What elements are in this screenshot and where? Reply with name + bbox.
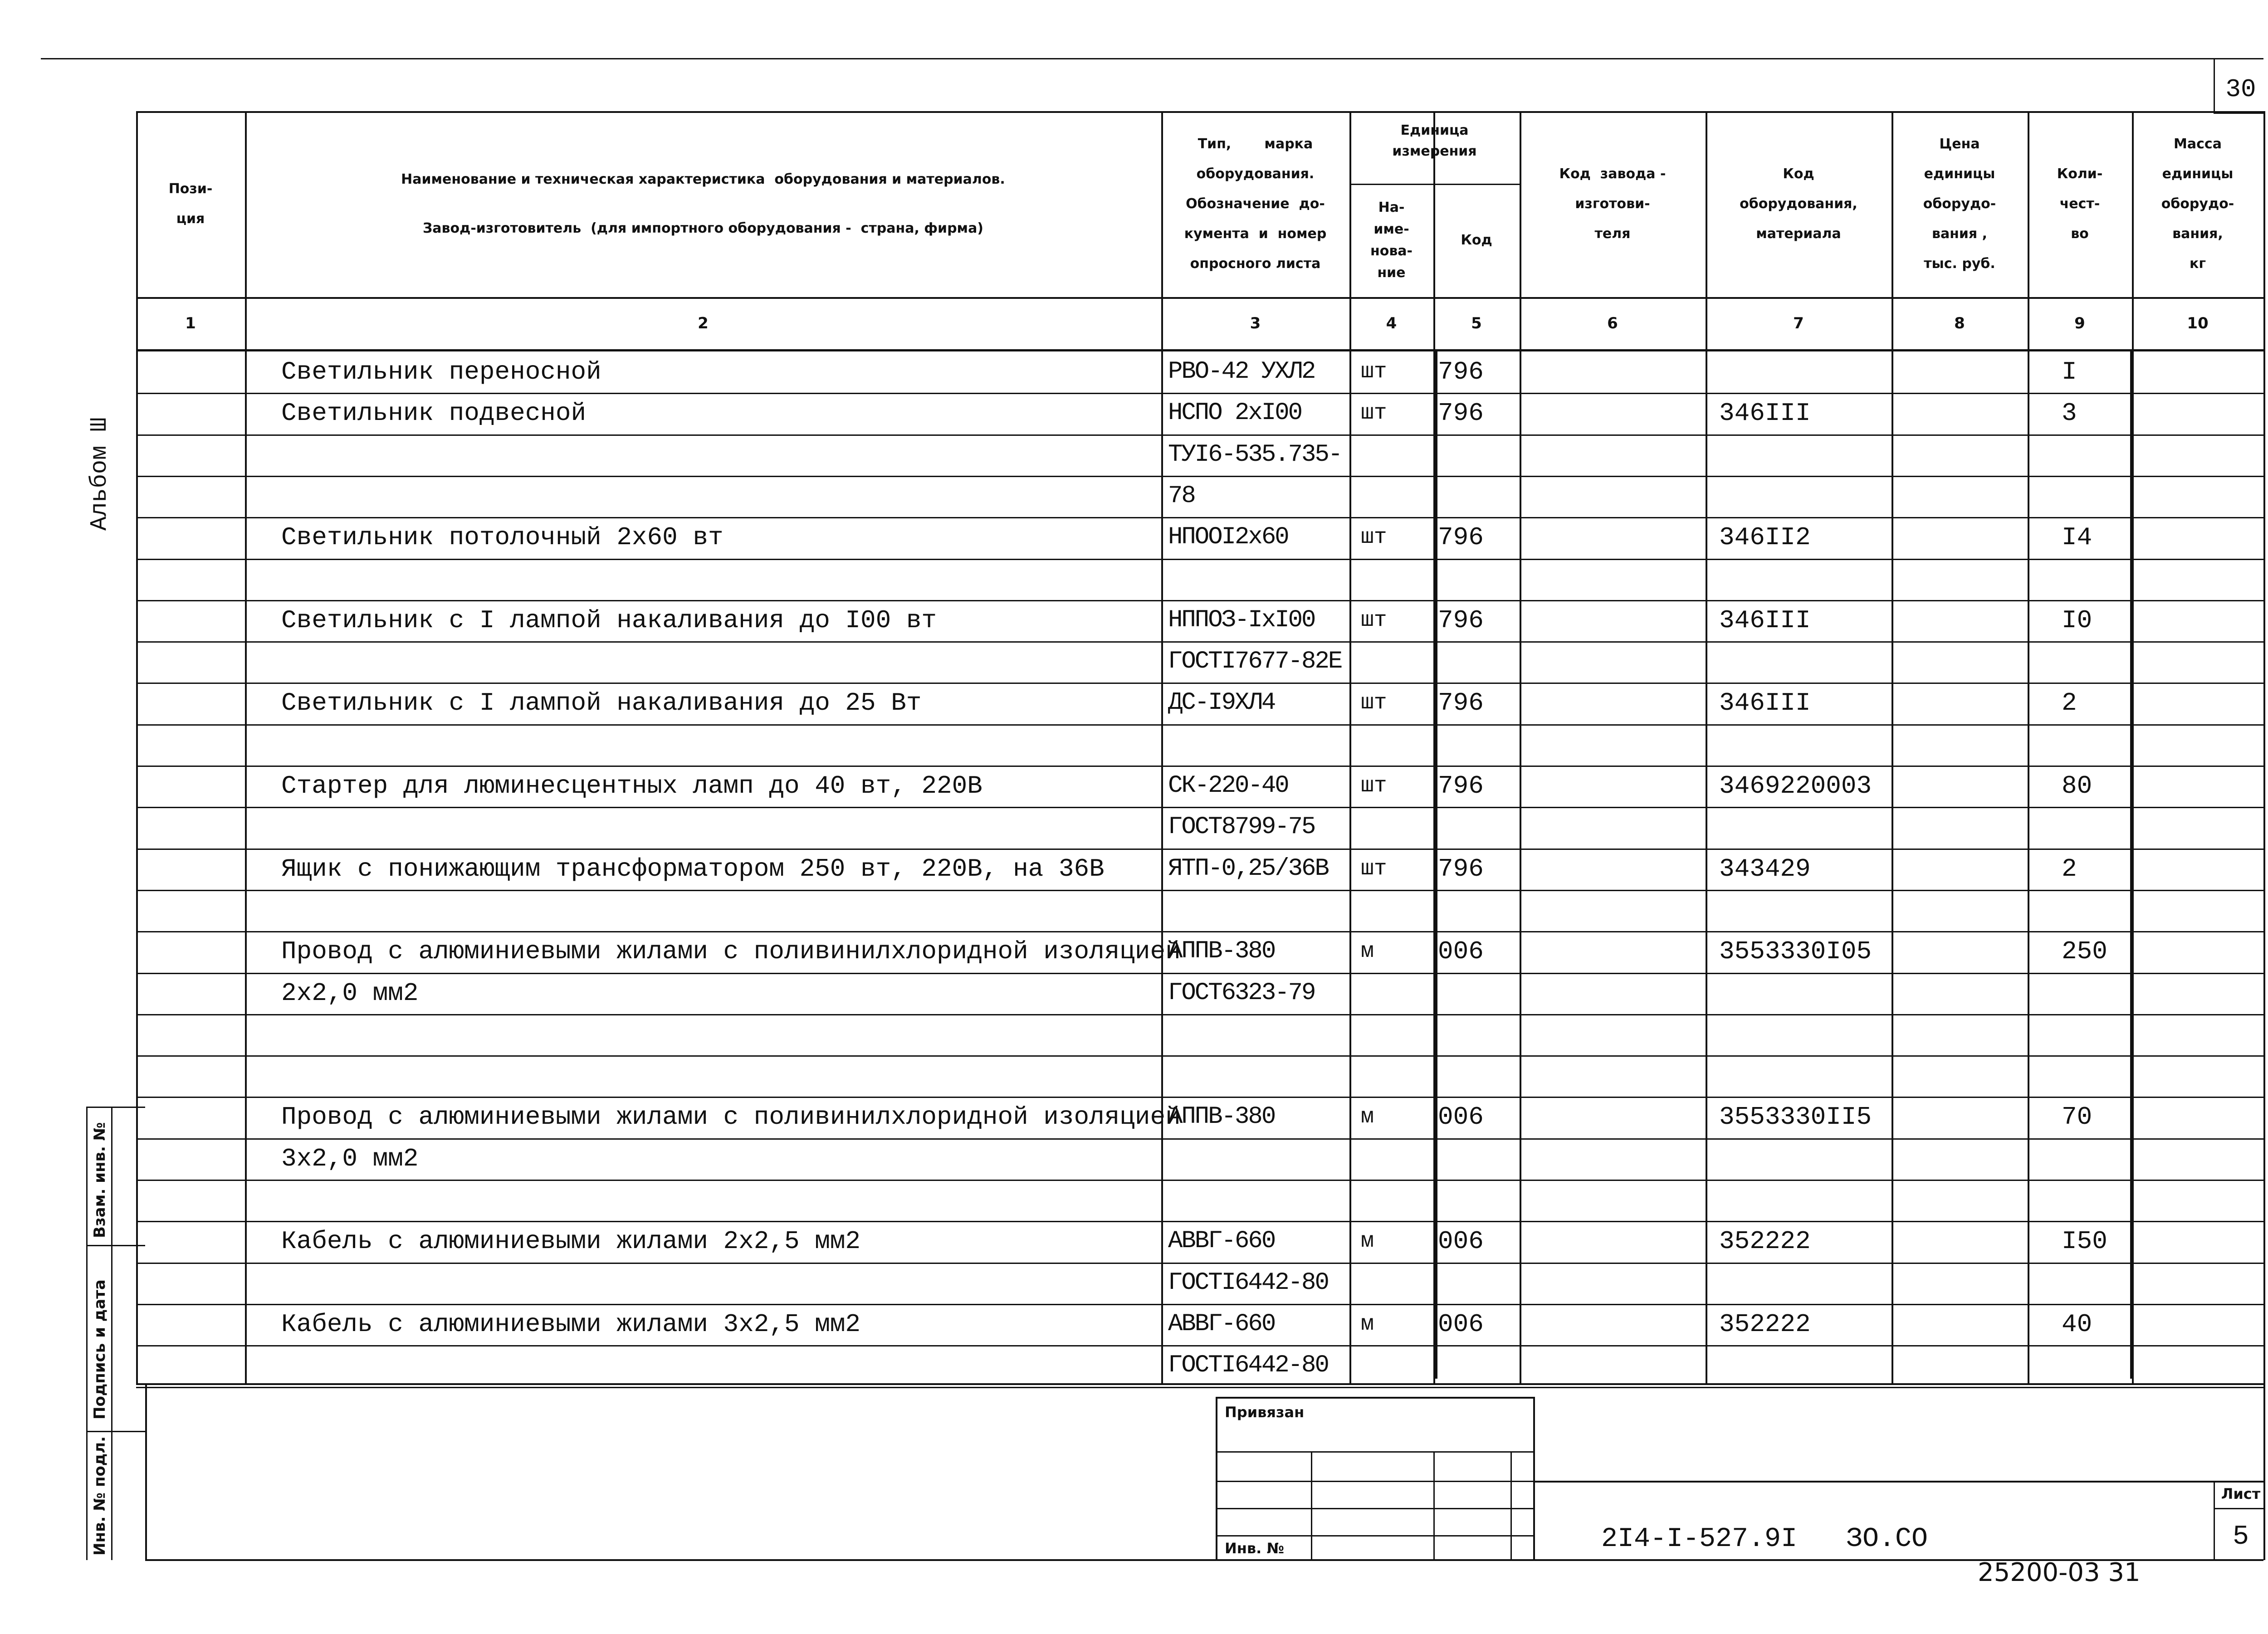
column-number: 2 — [698, 314, 709, 332]
column-number: 4 — [1386, 314, 1397, 332]
quantity-cell: I — [2062, 357, 2077, 386]
header-col-4 — [1349, 184, 1433, 297]
type-cell: 78 — [1168, 482, 1195, 510]
header-text: Тип, марка — [1198, 136, 1313, 152]
header-text: изготови- — [1575, 196, 1650, 212]
quantity-cell: 2 — [2062, 854, 2077, 883]
top-rule — [41, 58, 2263, 59]
unit-code-cell: 006 — [1438, 1310, 1484, 1339]
type-cell: ГОСТI6442-80 — [1168, 1351, 1328, 1379]
name-cell: Светильник потолочный 2х60 вт — [281, 523, 723, 552]
type-cell: СК-220-40 — [1168, 772, 1288, 800]
header-text: вания, — [2172, 226, 2223, 242]
quantity-cell: I4 — [2062, 523, 2092, 552]
stamp-bottom-border — [145, 1559, 2263, 1561]
header-text: име- — [1374, 221, 1409, 237]
type-cell: ГОСТI7677-82Е — [1168, 648, 1342, 675]
list-number: 5 — [2232, 1522, 2249, 1552]
privyazan-row1 — [1216, 1451, 1533, 1453]
type-cell: ГОСТ6323-79 — [1168, 979, 1315, 1007]
unit-code-cell: 796 — [1438, 357, 1484, 386]
header-text: ция — [176, 211, 205, 227]
privyazan-col1 — [1311, 1451, 1312, 1560]
unit-cell: шт — [1361, 857, 1387, 881]
header-text: Код — [1783, 166, 1814, 182]
heavy-border-left — [1434, 349, 1437, 1379]
row-divider — [136, 890, 2263, 891]
privyazan-row4 — [1216, 1535, 1533, 1536]
type-cell: АППВ-380 — [1168, 937, 1275, 965]
row-divider — [136, 973, 2263, 974]
header-text: Завод-изготовитель (для импортного оборудования - страна, фирма) — [422, 220, 984, 236]
list-box-left — [2214, 1481, 2215, 1560]
header-text: Код — [1461, 232, 1492, 248]
unit-cell: шт — [1361, 360, 1387, 384]
unit-cell: м — [1361, 1105, 1374, 1129]
column-number: 3 — [1250, 314, 1261, 332]
row-divider — [136, 1345, 2263, 1346]
type-cell: АВВГ-660 — [1168, 1310, 1275, 1338]
header-text: ние — [1377, 265, 1406, 281]
name-cell: Кабель с алюминиевыми жилами 2х2,5 мм2 — [281, 1227, 861, 1256]
name-cell: Светильник переносной — [281, 357, 601, 386]
corner-box-left — [2214, 58, 2215, 112]
unit-cell: шт — [1361, 608, 1387, 633]
type-cell: ГОСТ8799-75 — [1168, 813, 1315, 841]
quantity-cell: 250 — [2062, 937, 2107, 966]
header-text: кг — [2189, 256, 2206, 272]
column-number: 5 — [1471, 314, 1482, 332]
equipment-code-cell: 3553330II5 — [1719, 1102, 1872, 1132]
unit-code-cell: 796 — [1438, 771, 1484, 800]
header-text: оборудования, — [1740, 196, 1857, 212]
quantity-cell: I0 — [2062, 606, 2092, 635]
header-text: оборудования. — [1196, 166, 1315, 182]
name-cell: Светильник подвесной — [281, 399, 587, 428]
unit-code-cell: 006 — [1438, 1227, 1484, 1256]
row-divider — [136, 476, 2263, 477]
column-number: 9 — [2074, 314, 2085, 332]
document-code: 2I4-I-527.9I — [1601, 1524, 1798, 1555]
header-text: Коли- — [2057, 166, 2103, 182]
unit-code-cell: 006 — [1438, 937, 1484, 966]
row-divider — [136, 600, 2263, 601]
header-text: единицы — [1924, 166, 1995, 182]
type-cell: АВВГ-660 — [1168, 1227, 1275, 1255]
type-cell: ТУI6-535.735- — [1168, 441, 1342, 468]
header-text: Пози- — [168, 181, 213, 197]
privyazan-col2 — [1433, 1451, 1435, 1560]
row-divider — [136, 517, 2263, 518]
stamp-top-border — [145, 1383, 2263, 1385]
row-divider — [136, 931, 2263, 932]
name-cell: Провод с алюминиевыми жилами с поливинилхлоридной изоляцией — [281, 1102, 1181, 1132]
equipment-code-cell: 343429 — [1719, 854, 1811, 883]
quantity-cell: 80 — [2062, 771, 2092, 800]
row-divider — [136, 724, 2263, 726]
name-cell: Светильник с I лампой накаливания до 25 Вт — [281, 688, 922, 717]
header-col-6 — [1520, 111, 1706, 297]
vzam-inv-label: Взам. инв. № — [91, 1122, 109, 1238]
left-stamp-edge — [86, 1107, 88, 1560]
type-cell: ГОСТI6442-80 — [1168, 1269, 1328, 1297]
header-text: Обозначение до- — [1186, 196, 1325, 212]
stamp-right-border — [2263, 1383, 2265, 1560]
privyazan-col3 — [1510, 1451, 1512, 1560]
inv-podl-label: Инв. № подл. — [91, 1436, 109, 1556]
header-text: материала — [1756, 226, 1841, 242]
unit-cell: м — [1361, 939, 1374, 964]
row-divider — [136, 1263, 2263, 1264]
header-col-2 — [245, 111, 1161, 297]
type-cell: АППВ-380 — [1168, 1103, 1275, 1131]
privyazan-label: Привязан — [1225, 1404, 1305, 1421]
archive-number: 25200-03 31 — [1978, 1558, 2141, 1587]
row-divider — [136, 1304, 2263, 1305]
header-text: Цена — [1939, 136, 1980, 152]
row-divider — [136, 1387, 2263, 1388]
name-cell: Стартер для люминесцентных ламп до 40 вт, 220В — [281, 771, 982, 800]
quantity-cell: 3 — [2062, 399, 2077, 428]
row-divider — [136, 434, 2263, 436]
header-col-8 — [1892, 111, 2028, 297]
name-cell: 3х2,0 мм2 — [281, 1144, 419, 1173]
type-cell: ДС-I9ХЛ4 — [1168, 689, 1275, 717]
sheet-code: ЗО.СО — [1846, 1524, 1928, 1555]
quantity-cell: I50 — [2062, 1227, 2107, 1256]
equipment-code-cell: 346III — [1719, 688, 1811, 717]
unit-group-text: Единица — [1400, 122, 1469, 138]
column-number: 1 — [185, 314, 196, 332]
header-col-1 — [136, 111, 245, 297]
album-label: Альбом Ш — [86, 417, 113, 531]
header-col-5 — [1433, 184, 1520, 297]
column-border-10 — [2263, 111, 2265, 1383]
column-number: 8 — [1954, 314, 1965, 332]
type-cell: НПООI2х60 — [1168, 523, 1288, 551]
type-cell: НСПО 2хI00 — [1168, 399, 1302, 427]
name-cell: Ящик с понижающим трансформатором 250 вт, 220В, на 36В — [281, 854, 1105, 883]
privyazan-top — [1216, 1397, 1533, 1399]
left-stamp-sep2 — [86, 1431, 145, 1432]
equipment-code-cell: 352222 — [1719, 1227, 1811, 1256]
quantity-cell: 70 — [2062, 1102, 2092, 1132]
header-col-3 — [1161, 111, 1349, 297]
header-col-10 — [2132, 111, 2263, 297]
column-number: 7 — [1793, 314, 1804, 332]
column-number: 6 — [1607, 314, 1618, 332]
header-text: опросного листа — [1190, 256, 1321, 272]
unit-code-cell: 796 — [1438, 606, 1484, 635]
row-divider — [136, 683, 2263, 684]
header-text: нова- — [1370, 243, 1413, 259]
row-divider — [136, 807, 2263, 808]
doc-row-top — [1533, 1481, 2263, 1483]
quantity-cell: 40 — [2062, 1310, 2092, 1339]
header-col-9 — [2028, 111, 2132, 297]
quantity-cell: 2 — [2062, 688, 2077, 717]
header-text: оборудо- — [2161, 196, 2234, 212]
header-text: Код завода - — [1559, 166, 1666, 182]
header-text: единицы — [2162, 166, 2234, 182]
unit-cell: м — [1361, 1312, 1374, 1336]
header-text: оборудо- — [1923, 196, 1996, 212]
unit-cell: м — [1361, 1229, 1374, 1254]
row-divider — [136, 1055, 2263, 1057]
name-cell: Кабель с алюминиевыми жилами 3х2,5 мм2 — [281, 1310, 861, 1339]
row-divider — [136, 1221, 2263, 1222]
unit-cell: шт — [1361, 691, 1387, 715]
unit-code-cell: 796 — [1438, 399, 1484, 428]
unit-code-cell: 796 — [1438, 688, 1484, 717]
column-number: 10 — [2187, 314, 2209, 332]
header-text: тыс. руб. — [1924, 256, 1995, 272]
inv-no-label: Инв. № — [1225, 1540, 1284, 1557]
header-text: во — [2071, 226, 2089, 242]
privyazan-row3 — [1216, 1508, 1533, 1509]
unit-group-header — [1349, 120, 1520, 162]
row-divider — [136, 1014, 2263, 1015]
name-cell: Провод с алюминиевыми жилами с поливинилхлоридной изоляцией — [281, 937, 1181, 966]
numbers-bottom-border — [136, 349, 2263, 351]
heavy-border-right — [2130, 349, 2133, 1379]
left-stamp-top — [86, 1107, 145, 1108]
header-text: чест- — [2059, 196, 2100, 212]
unit-code-cell: 006 — [1438, 1102, 1484, 1132]
unit-cell: шт — [1361, 525, 1387, 550]
podpis-data-label: Подпись и дата — [91, 1279, 109, 1419]
header-text: Наименование и техническая характеристика оборудования и материалов. — [401, 171, 1005, 187]
name-cell: Светильник с I лампой накаливания до I00 вт — [281, 606, 937, 635]
list-box-sep — [2214, 1508, 2263, 1509]
name-cell: 2х2,0 мм2 — [281, 979, 419, 1008]
unit-code-cell: 796 — [1438, 854, 1484, 883]
equipment-code-cell: 3469220003 — [1719, 771, 1872, 800]
equipment-code-cell: 346III — [1719, 399, 1811, 428]
unit-cell: шт — [1361, 774, 1387, 798]
corner-page-number: 30 — [2225, 75, 2256, 104]
equipment-code-cell: 346II2 — [1719, 523, 1811, 552]
stamp-left-border — [145, 1383, 147, 1560]
row-divider — [136, 393, 2263, 394]
row-divider — [136, 1180, 2263, 1181]
list-label: Лист — [2221, 1485, 2261, 1502]
row-divider — [136, 766, 2263, 767]
equipment-code-cell: 346III — [1719, 606, 1811, 635]
header-text: На- — [1378, 200, 1405, 215]
unit-group-text: измерения — [1392, 143, 1477, 159]
row-divider — [136, 641, 2263, 643]
left-stamp-sep1 — [86, 1245, 145, 1246]
type-cell: ЯТП-0,25/36В — [1168, 855, 1328, 883]
privyazan-right — [1533, 1397, 1535, 1560]
header-text: кумента и номер — [1184, 226, 1327, 242]
row-divider — [136, 1138, 2263, 1140]
header-text: Масса — [2174, 136, 2222, 152]
header-text: вания , — [1931, 226, 1988, 242]
row-divider — [136, 559, 2263, 560]
type-cell: РВО-42 УХЛ2 — [1168, 358, 1315, 385]
left-stamp-inner — [111, 1107, 112, 1560]
row-divider — [136, 1097, 2263, 1098]
type-cell: НППОЗ-IхI00 — [1168, 606, 1315, 634]
equipment-code-cell: 3553330I05 — [1719, 937, 1872, 966]
privyazan-row2 — [1216, 1481, 1533, 1482]
equipment-code-cell: 352222 — [1719, 1310, 1811, 1339]
row-divider — [136, 849, 2263, 850]
unit-cell: шт — [1361, 401, 1387, 425]
header-text: теля — [1594, 226, 1631, 242]
header-col-7 — [1706, 111, 1892, 297]
unit-code-cell: 796 — [1438, 523, 1484, 552]
